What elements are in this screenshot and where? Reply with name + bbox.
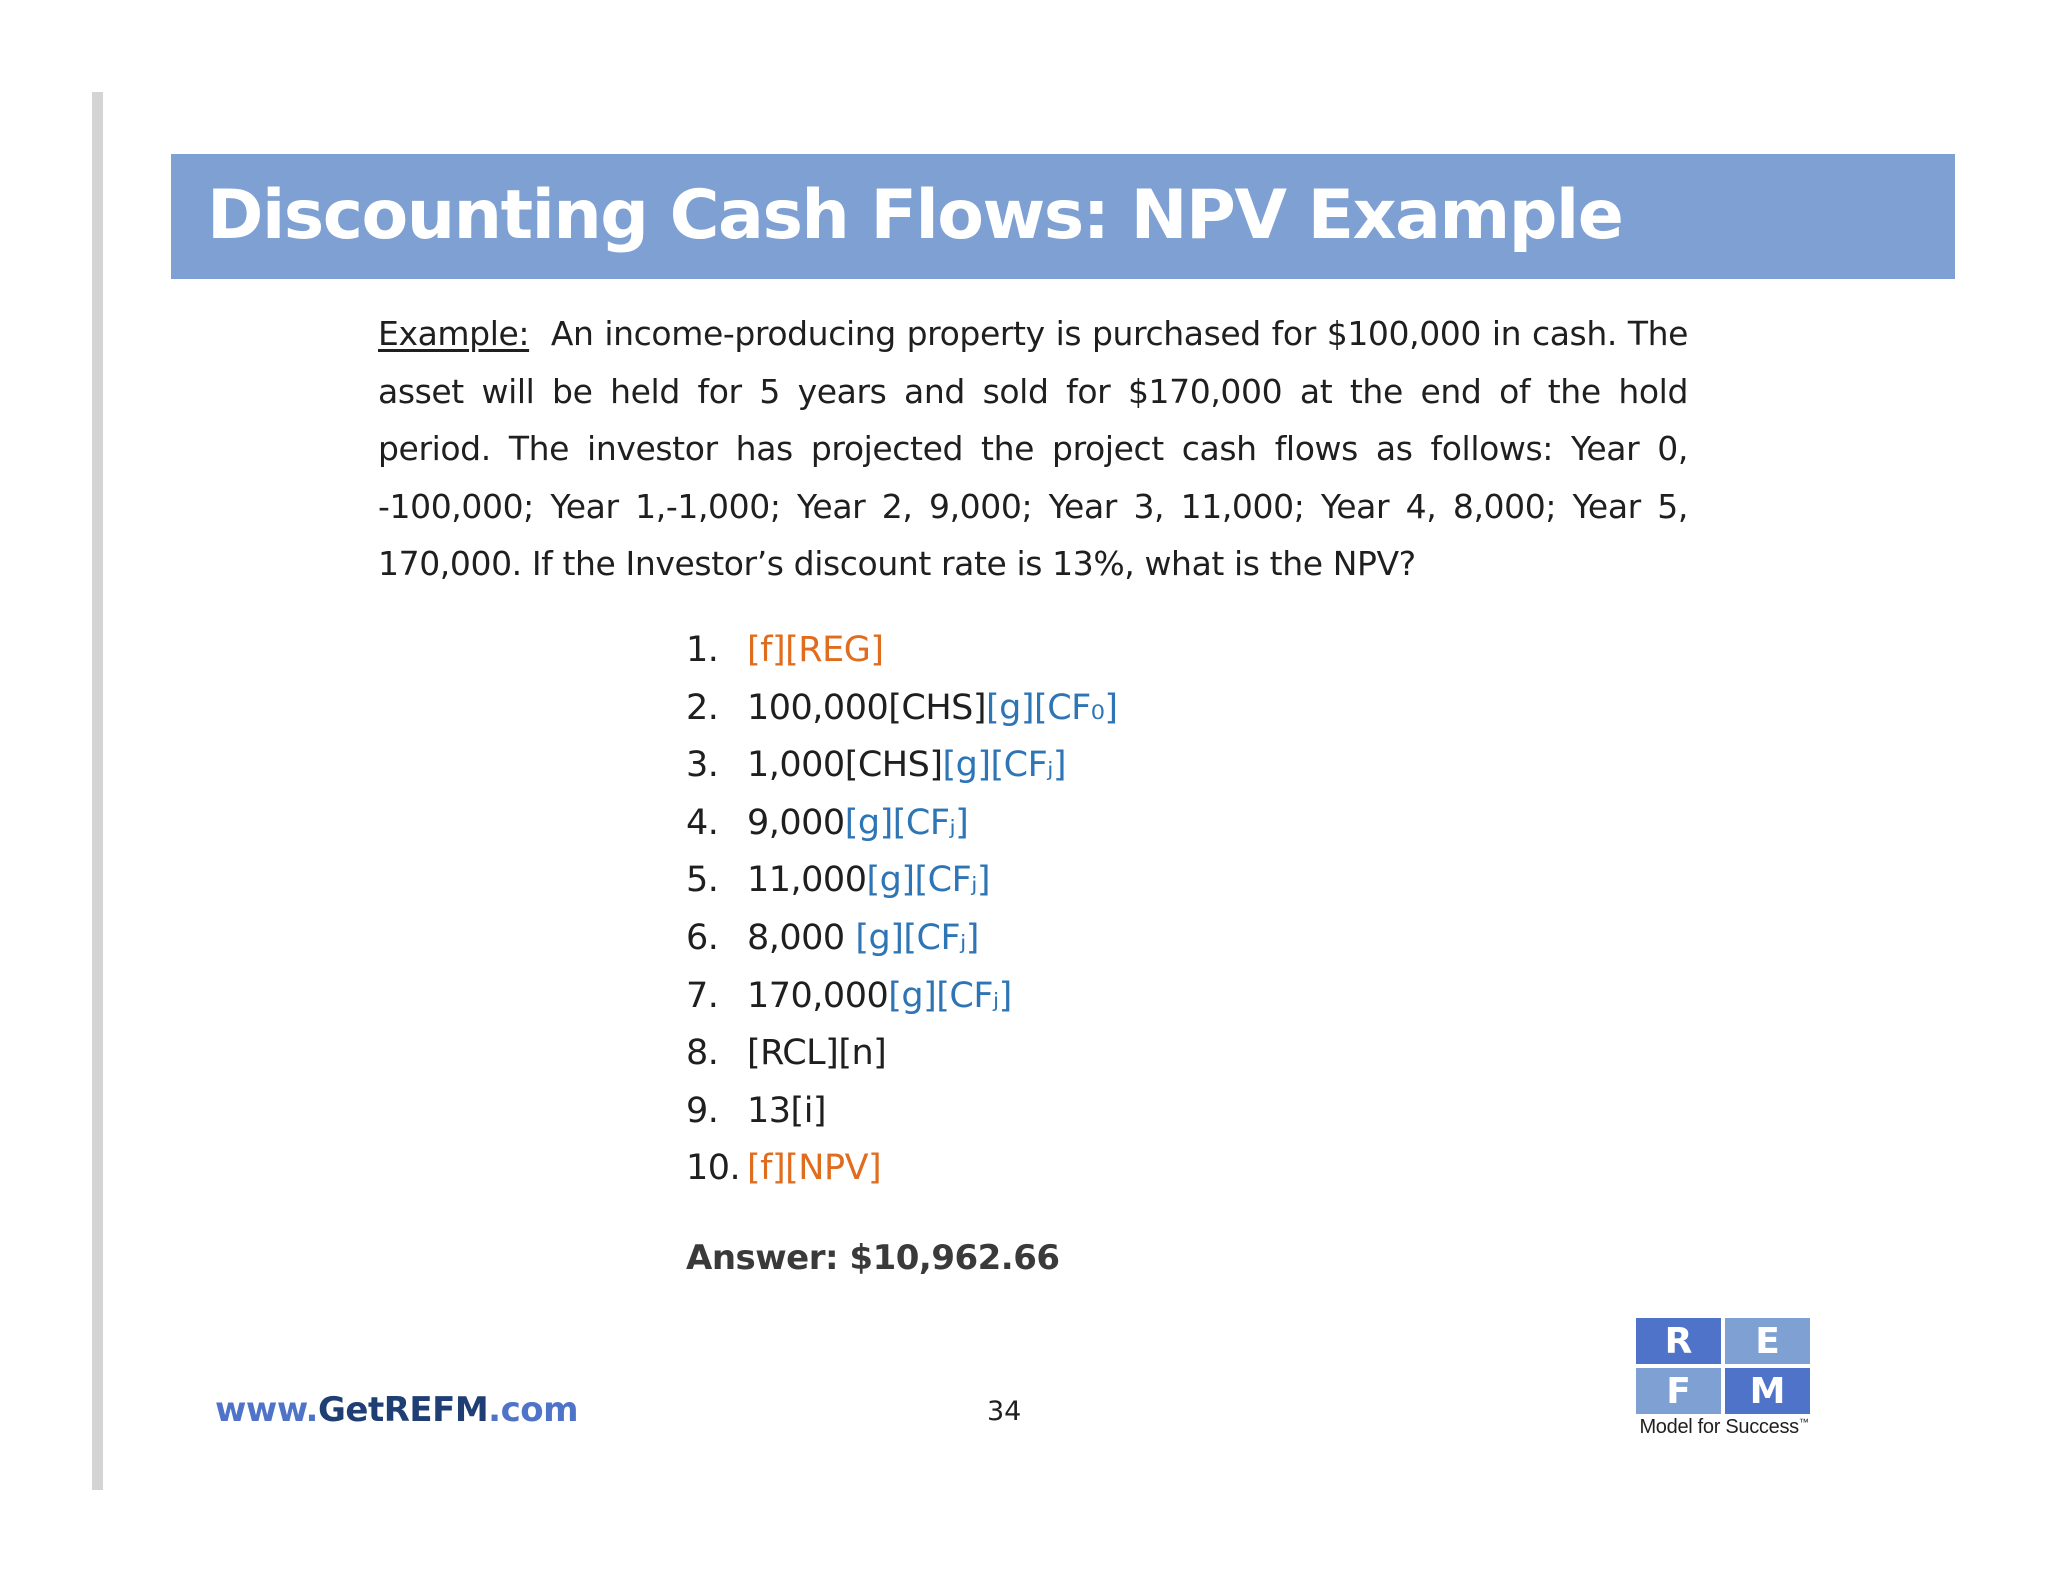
step-number: 10. [686, 1148, 741, 1189]
keystroke-text: [g][CF₀] [986, 687, 1118, 728]
logo-letter-r: R [1636, 1318, 1721, 1364]
step-item [686, 680, 1117, 738]
keystroke-text: [f][REG] [747, 630, 884, 670]
example-paragraph [378, 305, 1688, 593]
step-item [686, 622, 1117, 680]
keystroke-text: [RCL][n] [747, 1033, 887, 1074]
step-number: 7. [686, 975, 719, 1016]
title-bar [171, 154, 1955, 279]
step-item [686, 1025, 1117, 1083]
step-number: 1. [686, 630, 719, 670]
url-domain: GetREFM [317, 1390, 489, 1430]
step-number: 3. [686, 745, 719, 786]
calculator-steps-list [686, 622, 1117, 1198]
keystroke-text: [g][CFⱼ] [855, 917, 979, 958]
refm-logo [1636, 1318, 1812, 1438]
logo-grid [1636, 1318, 1812, 1414]
slide-title: Discounting Cash Flows: NPV Example [207, 176, 1623, 255]
website-url[interactable] [215, 1390, 578, 1430]
logo-tagline-text: Model for Success [1639, 1416, 1799, 1438]
step-number: 4. [686, 802, 719, 843]
step-number: 5. [686, 860, 719, 901]
step-item [686, 1083, 1117, 1141]
logo-letter-f: F [1636, 1368, 1721, 1414]
step-number: 9. [686, 1090, 719, 1131]
step-number: 8. [686, 1033, 719, 1074]
step-number: 2. [686, 687, 719, 728]
keystroke-text: [g][CFⱼ] [844, 802, 969, 843]
example-text: An income-producing property is purchased for $100,000 in cash. The asset will be held for 5 years and sold for $170,000 at the end of the hold period. The investor has projected the project cash flows as follows: Year 0, -100,000; Year 1,-1,000; Year 2, 9,000; Year 3, 11,000; Year 4, 8,000; Year 5, 170,000. If the Investor’s discount rate is 13%, what is the NPV? [378, 314, 1688, 583]
trademark-symbol: ™ [1798, 1417, 1809, 1429]
step-item [686, 737, 1117, 795]
step-item [686, 795, 1117, 853]
step-number: 6. [686, 917, 719, 958]
url-suffix: .com [488, 1390, 579, 1430]
answer-text: Answer: $10,962.66 [686, 1238, 1060, 1278]
url-prefix: www. [215, 1390, 318, 1430]
step-item [686, 968, 1117, 1026]
keystroke-text: 9,000 [747, 802, 845, 843]
keystroke-text: 11,000 [747, 860, 867, 901]
logo-tagline [1636, 1416, 1812, 1439]
keystroke-text: 13[i] [747, 1090, 827, 1131]
step-item [686, 852, 1117, 910]
step-item [686, 1140, 1117, 1198]
example-label: Example: [378, 314, 530, 353]
keystroke-text: [g][CFⱼ] [942, 745, 1067, 786]
keystroke-text: [g][CFⱼ] [866, 860, 990, 901]
keystroke-text: [g][CFⱼ] [888, 975, 1012, 1016]
keystroke-text: 1,000[CHS] [747, 745, 943, 786]
keystroke-text: 8,000 [747, 917, 856, 958]
keystroke-text: [f][NPV] [747, 1148, 882, 1189]
keystroke-text: 100,000[CHS] [747, 687, 987, 728]
logo-letter-e: E [1725, 1318, 1810, 1364]
keystroke-text: 170,000 [747, 975, 889, 1016]
logo-letter-m: M [1725, 1368, 1810, 1414]
page-number: 34 [987, 1396, 1022, 1427]
step-item [686, 910, 1117, 968]
left-divider-rule [92, 92, 103, 1490]
